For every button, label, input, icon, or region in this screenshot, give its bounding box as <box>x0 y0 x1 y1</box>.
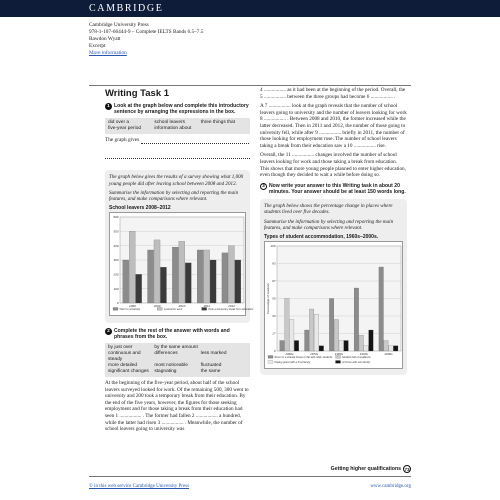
question-1 <box>105 103 250 115</box>
publisher: Cambridge University Press <box>89 22 149 28</box>
task-instruction: Summarise the information by selecting and reporting the main features, and make comparisons where relevant. <box>109 189 239 203</box>
y-tick-label: 0 <box>273 349 276 354</box>
bar <box>148 250 154 303</box>
word-option: by just over <box>108 345 133 351</box>
y-tick-label: 200 <box>113 272 119 277</box>
answer-text-part-2 <box>260 87 407 179</box>
bar <box>123 260 129 303</box>
bar <box>344 341 349 352</box>
y-tick-label: 33 <box>272 314 276 319</box>
question-number: 1 <box>105 103 112 110</box>
word-option <box>201 126 247 132</box>
word-option: less marked <box>200 351 227 357</box>
answer-blank[interactable] <box>141 138 249 144</box>
bar <box>369 330 374 351</box>
word-option: significant changes <box>108 369 149 375</box>
paragraph: Overall, the 11 ................. changes involved the number of school leavers looking for work and those taking a break from education. This shows that more young people planned to enter higher education, even though they decided to wait a while before doing so. <box>260 152 406 179</box>
website-link[interactable]: www.cambridge.org <box>370 484 411 489</box>
bar <box>185 263 191 303</box>
question-text: Now write your answer to this Writing task in about 20 minutes. Your answer should be at least 150 words long. <box>269 182 406 195</box>
bar <box>197 250 203 303</box>
legend-label: Student hall of residence <box>342 356 371 360</box>
intro-sentence <box>105 137 250 144</box>
y-tick-label: 17 <box>272 331 276 336</box>
page-footer <box>331 465 411 473</box>
book-page <box>89 85 411 477</box>
bar <box>294 341 299 352</box>
bar <box>172 248 178 304</box>
x-tick-label: 1990s <box>359 352 368 357</box>
intro-sentence-start: The graph gives <box>105 137 140 144</box>
word-option: more detailed <box>108 363 138 369</box>
excerpt-label: Excerpt <box>89 43 106 49</box>
question-3 <box>260 183 407 195</box>
x-tick-label: 2011 <box>203 304 211 309</box>
brand-logo: CAMBRIDGE <box>89 3 164 14</box>
x-tick-label: 2008 <box>129 304 136 309</box>
legend-swatch <box>336 361 341 364</box>
task-title: Writing Task 1 <box>105 88 170 99</box>
task-prompt-box <box>260 199 407 375</box>
y-tick-label: 67 <box>272 279 276 284</box>
bar <box>319 346 324 351</box>
legend-swatch <box>268 356 273 359</box>
question-text: Look at the graph below and complete this introductory sentence by arranging the expressions in the box. <box>114 103 249 116</box>
bar <box>339 341 344 352</box>
question-number: 2 <box>105 328 112 335</box>
word-option: five-year period <box>108 126 142 132</box>
school-leavers-chart <box>109 212 254 316</box>
bar <box>235 260 241 303</box>
word-box-2 <box>105 343 250 377</box>
legend-swatch <box>202 308 207 311</box>
y-tick-label: 0 <box>116 301 119 306</box>
chart-title: Types of student accommodation, 1960s–2000s. <box>264 233 379 240</box>
y-tick-label: 600 <box>113 215 119 220</box>
legend-label: At home with own family <box>342 361 370 365</box>
word-option: information about <box>154 126 192 132</box>
x-tick-label: 1960s <box>285 352 294 357</box>
bar <box>222 253 228 303</box>
bar <box>364 346 369 351</box>
word-option: fluctuated <box>200 363 222 369</box>
chart-title: School leavers 2008–2012 <box>109 205 171 212</box>
bar <box>309 309 314 351</box>
bar <box>359 335 364 351</box>
author: Rawdon Wyatt <box>89 36 121 42</box>
legend-label: Looked for work <box>163 308 183 312</box>
bar <box>129 232 135 304</box>
question-2 <box>105 328 250 340</box>
bar <box>389 346 394 351</box>
y-tick-label: 500 <box>113 229 119 234</box>
bar <box>354 288 359 351</box>
copyright-link[interactable]: © in this web service Cambridge University Press <box>89 484 190 489</box>
bar <box>179 242 185 304</box>
y-tick-label: 50 <box>272 296 276 301</box>
y-tick-label: 400 <box>113 244 119 249</box>
answer-text-part-1 <box>105 380 250 433</box>
legend-swatch <box>336 356 341 359</box>
x-tick-label: 2010 <box>178 304 186 309</box>
y-tick-label: 100 <box>270 244 276 249</box>
task-instruction: Summarise the information by selecting and reporting the main features, and make comparisons where relevant. <box>264 218 394 231</box>
left-column <box>105 87 254 436</box>
legend-label: Took a temporary break from education <box>208 308 254 312</box>
bar <box>160 268 166 304</box>
word-option: school leavers <box>154 120 185 126</box>
right-column <box>260 87 407 375</box>
bar <box>393 346 398 351</box>
answer-blank[interactable] <box>105 153 250 159</box>
more-info-link[interactable]: More information <box>89 50 127 56</box>
x-tick-label: 1980s <box>334 352 344 357</box>
bar <box>285 299 290 352</box>
word-box-1 <box>105 118 250 134</box>
accommodation-chart <box>264 241 403 369</box>
page-number: 73 <box>404 467 410 472</box>
legend-label: Room in a shared house or flat with other students <box>274 356 333 360</box>
word-option: differences <box>154 351 178 357</box>
bar <box>204 250 210 303</box>
legend-label: Paying guest with a host family <box>274 361 311 365</box>
bar <box>379 267 384 351</box>
y-axis-label: Percentage of students <box>266 283 270 315</box>
paragraph: 4 ................. as it had been at the beginning of the period. Overall, the 5 ................. between the three groups had become 6 ................. . <box>260 87 406 100</box>
legend-label: Went to university <box>119 308 141 312</box>
word-option: continuous and steady <box>108 351 141 363</box>
x-tick-label: 2009 <box>153 304 161 309</box>
word-option: by the same amount <box>154 345 198 351</box>
y-tick-label: 83 <box>272 261 276 266</box>
question-text: Complete the rest of the answer with words and phrases from the box. <box>114 327 230 340</box>
bar <box>154 240 160 303</box>
bar <box>384 341 389 352</box>
x-tick-label: 2012 <box>228 304 235 309</box>
word-option: the same <box>200 369 221 375</box>
task-prompt-box <box>105 170 254 322</box>
word-option: did over a <box>108 120 130 126</box>
book-meta <box>89 22 203 57</box>
bar <box>314 314 319 351</box>
section-name: Getting higher qualifications <box>330 466 401 472</box>
word-option: most noticeable <box>154 363 188 369</box>
bar <box>228 246 234 303</box>
isbn-line: 978-1-107-66444-9 – Complete IELTS Bands 6.5–7.5 <box>89 29 204 35</box>
legend-swatch <box>113 308 118 311</box>
word-option: stagnating <box>154 369 177 375</box>
question-number: 3 <box>260 183 267 190</box>
paragraph: A 7 ................. look at the graph reveals that the number of school leavers going to university and the number of leavers looking for work 8 ................. . Between 2008 and 2010, the former increased while the latter decreased. Then in 2011 and 2012, the number of those going to university fell, while after 9 ................. briefly in 2011, the number of those looking for employment rose. The number of school leavers taking a break from their education saw a 10 ................. rise. <box>260 103 407 149</box>
paragraph: At the beginning of the five-year period, about half of the school leavers surveyed looked for work. Of the remaining 500, 300 went to university and 200 took a temporary break from their education. By the end of the five years, however, the figures for those seeking employment and for those taking a break from their education had seen 1 ................. . The former had fallen 2 ................. a hundred, while the latter had risen 3 ................. . Meanwhile, the number of school leavers going to university was <box>105 380 249 433</box>
bar <box>210 260 216 303</box>
header-bar <box>0 0 500 17</box>
y-tick-label: 300 <box>113 258 119 263</box>
bar <box>136 275 142 304</box>
bar <box>329 299 334 352</box>
x-tick-label: 2000s <box>384 352 393 357</box>
task-prompt: The graph below shows the percentage change in places where students lived over five decades. <box>264 203 393 216</box>
x-tick-label: 1970s <box>310 352 319 357</box>
bar <box>334 320 339 352</box>
legend-swatch <box>157 308 162 311</box>
legend-swatch <box>268 361 273 364</box>
y-tick-label: 100 <box>113 287 119 292</box>
bar <box>305 330 310 351</box>
task-prompt: The graph below gives the results of a survey showing what 1,000 young people did after leaving school between 2008 and 2012. <box>109 174 244 187</box>
word-option: three things that <box>200 120 236 126</box>
bar <box>289 320 294 352</box>
bar <box>280 341 285 352</box>
